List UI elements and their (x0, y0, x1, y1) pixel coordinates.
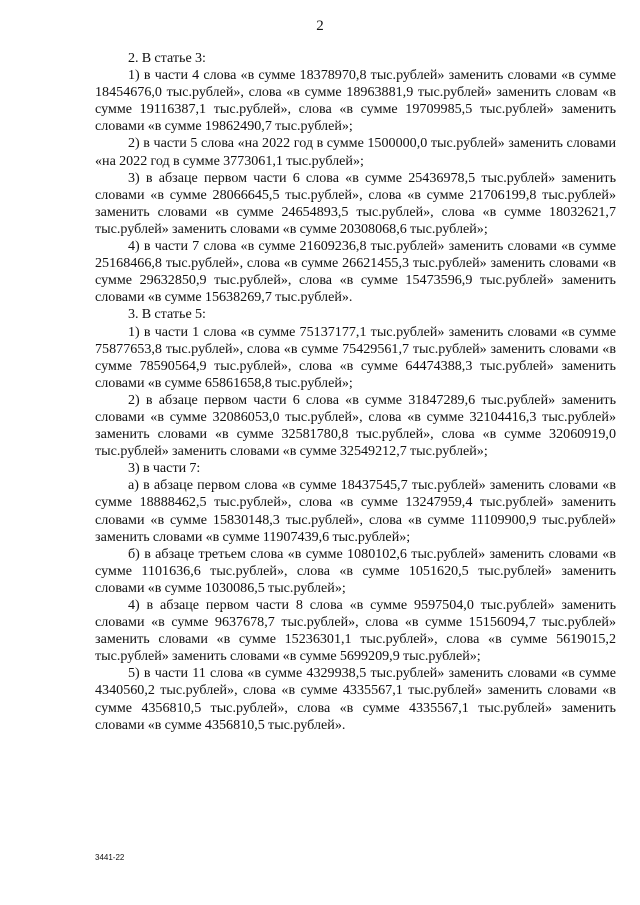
page-number: 2 (316, 18, 324, 34)
amendment-paragraph: 5) в части 11 слова «в сумме 4329938,5 тыс.рублей» заменить словами «в сумме 4340560,2 тыс.рублей», слова «в сумме 4335567,1 тыс.рублей» заменить словами «в сумме 4356810,5 тыс.рублей», слова «в сумме 4335567,1 тыс.рублей» заменить словами «в сумме 4356810,5 тыс.рублей». (95, 665, 616, 733)
amendment-paragraph: 4) в части 7 слова «в сумме 21609236,8 тыс.рублей» заменить словами «в сумме 25168466,8 тыс.рублей», слова «в сумме 26621455,3 тыс.рублей» заменить словами «в сумме 29632850,9 тыс.рублей», слова «в сумме 15473596,9 тыс.рублей» заменить словами «в сумме 15638269,7 тыс.рублей». (95, 238, 616, 306)
amendment-paragraph: 3) в абзаце первом части 6 слова «в сумме 25436978,5 тыс.рублей» заменить словами «в сумме 28066645,5 тыс.рублей», слова «в сумме 21706199,8 тыс.рублей» заменить словами «в сумме 24654893,5 тыс.рублей», слова «в сумме 18032621,7 тыс.рублей» заменить словами «в сумме 20308068,6 тыс.рублей»; (95, 169, 616, 237)
amendment-paragraph: 2) в абзаце первом части 6 слова «в сумме 31847289,6 тыс.рублей» заменить словами «в сумме 32086053,0 тыс.рублей», слова «в сумме 32104416,3 тыс.рублей» заменить словами «в сумме 32581780,8 тыс.рублей», слова «в сумме 32060919,0 тыс.рублей» заменить словами «в сумме 32549212,7 тыс.рублей»; (95, 391, 616, 460)
amendment-paragraph: б) в абзаце третьем слова «в сумме 1080102,6 тыс.рублей» заменить словами «в сумме 1101636,6 тыс.рублей», слова «в сумме 1051620,5 тыс.рублей» заменить словами «в сумме 1030086,5 тыс.рублей»; (95, 545, 616, 596)
amendment-paragraph: 2) в части 5 слова «на 2022 год в сумме 1500000,0 тыс.рублей» заменить словами «на 2022 год в сумме 3773061,1 тыс.рублей»; (95, 135, 616, 169)
document-code: 3441-22 (95, 853, 125, 862)
section-heading-article-5: 3. В статье 5: (128, 306, 206, 323)
amendment-paragraph: а) в абзаце первом слова «в сумме 18437545,7 тыс.рублей» заменить словами «в сумме 18888462,5 тыс.рублей», слова «в сумме 13247959,4 тыс.рублей» заменить словами «в сумме 15830148,3 тыс.рублей», слова «в сумме 11109900,9 тыс.рублей» заменить словами «в сумме 11907439,6 тыс.рублей»; (95, 477, 616, 545)
amendment-paragraph: 4) в абзаце первом части 8 слова «в сумме 9597504,0 тыс.рублей» заменить словами «в сумме 9637678,7 тыс.рублей», слова «в сумме 15156094,7 тыс.рублей» заменить словами «в сумме 15236301,1 тыс.рублей», слова «в сумме 5619015,2 тыс.рублей» заменить словами «в сумме 5699209,9 тыс.рублей»; (95, 597, 616, 665)
section-heading-article-3: 2. В статье 3: (128, 50, 206, 66)
amendment-paragraph: 1) в части 1 слова «в сумме 75137177,1 тыс.рублей» заменить словами «в сумме 75877653,8 тыс.рублей», слова «в сумме 75429561,7 тыс.рублей» заменить словами «в сумме 78590564,9 тыс.рублей», слова «в сумме 64474388,3 тыс.рублей» заменить словами «в сумме 65861658,8 тыс.рублей»; (95, 323, 616, 391)
document-body (95, 50, 616, 734)
amendment-paragraph: 1) в части 4 слова «в сумме 18378970,8 тыс.рублей» заменить словами «в сумме 18454676,0 тыс.рублей», слова «в сумме 18963881,9 тыс.рублей» заменить словам «в сумме 19116387,1 тыс.рублей», слова «в сумме 19709985,5 тыс.рублей» заменить словами «в сумме 19862490,7 тыс.рублей»; (95, 67, 616, 135)
amendment-subheading: 3) в части 7: (128, 460, 201, 477)
